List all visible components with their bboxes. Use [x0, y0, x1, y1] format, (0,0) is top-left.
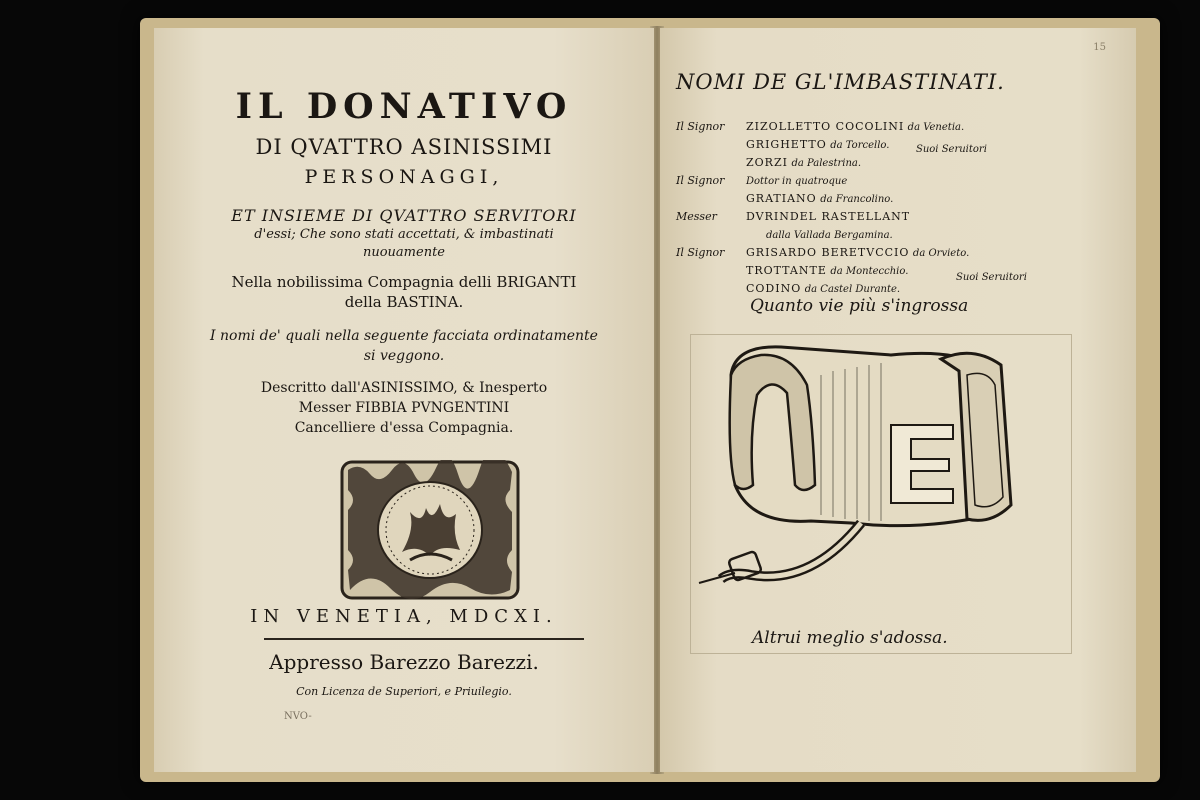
- author-role-line: Cancelliere d'essa Compagnia.: [294, 420, 514, 436]
- roster-row: Il Signor GRISARDO BERETVCCIO da Orvieto.: [676, 246, 970, 259]
- title-subtitle-2: PERSONAGGI,: [304, 166, 504, 188]
- title-subtitle-1: DI QVATTRO ASINISSIMI: [255, 135, 553, 159]
- servants-brace-2: Suoi Seruitori: [956, 272, 1027, 283]
- names-heading: NOMI DE GL'IMBASTINATI.: [676, 70, 1005, 94]
- servants-brace-1: Suoi Seruitori: [916, 144, 987, 155]
- title-line-b: nuouamente: [362, 245, 445, 260]
- roster-row: Messer DVRINDEL RASTELLANT: [676, 210, 911, 223]
- printer-device-emblem: [340, 460, 520, 600]
- imprint-license: Con Licenza de Superiori, e Priuilegio.: [296, 685, 512, 698]
- book-title: IL DONATIVO: [235, 86, 573, 127]
- author-name-line: Messer FIBBIA PVNGENTINI: [298, 400, 510, 416]
- roster-row: GRIGHETTO da Torcello. Suoi Seruitori: [746, 138, 987, 155]
- title-subtitle-3: ET INSIEME DI QVATTRO SERVITORI: [231, 206, 577, 225]
- roster-row: Il Signor ZIZOLLETTO COCOLINI da Venetia.: [676, 120, 965, 133]
- open-book: [140, 18, 1160, 782]
- roster-list: [676, 120, 1116, 300]
- margin-note: NVO-: [284, 711, 312, 722]
- names-page: [660, 28, 1136, 772]
- title-line-e: I nomi de' quali nella seguente facciata ordinatamente: [210, 328, 598, 344]
- roster-row: ZORZI da Palestrina.: [746, 156, 862, 169]
- title-line-a: d'essi; Che sono stati accettati, & imbastinati: [254, 227, 554, 242]
- motto-bottom: Altrui meglio s'adossa.: [752, 628, 948, 648]
- roster-row: dalla Vallada Bergamina.: [766, 230, 893, 241]
- motto-top: Quanto vie più s'ingrossa: [750, 296, 969, 316]
- saddle-woodcut-illustration: [690, 334, 1072, 654]
- imprint-publisher: Appresso Barezzo Barezzi.: [269, 650, 539, 674]
- roster-row: Il Signor Dottor in quatroque: [676, 174, 848, 187]
- title-page: [154, 28, 654, 772]
- imprint-place-date: IN VENETIA, MDCXI.: [250, 606, 558, 627]
- imprint-rule: [264, 638, 584, 640]
- roster-row: TROTTANTE da Montecchio. Suoi Seruitori: [746, 264, 1027, 283]
- title-line-f: si veggono.: [363, 348, 445, 364]
- author-line: Descritto dall'ASINISSIMO, & Inesperto: [260, 380, 548, 396]
- roster-row: CODINO da Castel Durante.: [746, 282, 901, 295]
- title-line-d: della BASTINA.: [344, 293, 464, 311]
- title-line-c: Nella nobilissima Compagnia delli BRIGANTI: [231, 273, 577, 291]
- roster-row: GRATIANO da Francolino.: [746, 192, 894, 205]
- page-number: 15: [1093, 42, 1106, 53]
